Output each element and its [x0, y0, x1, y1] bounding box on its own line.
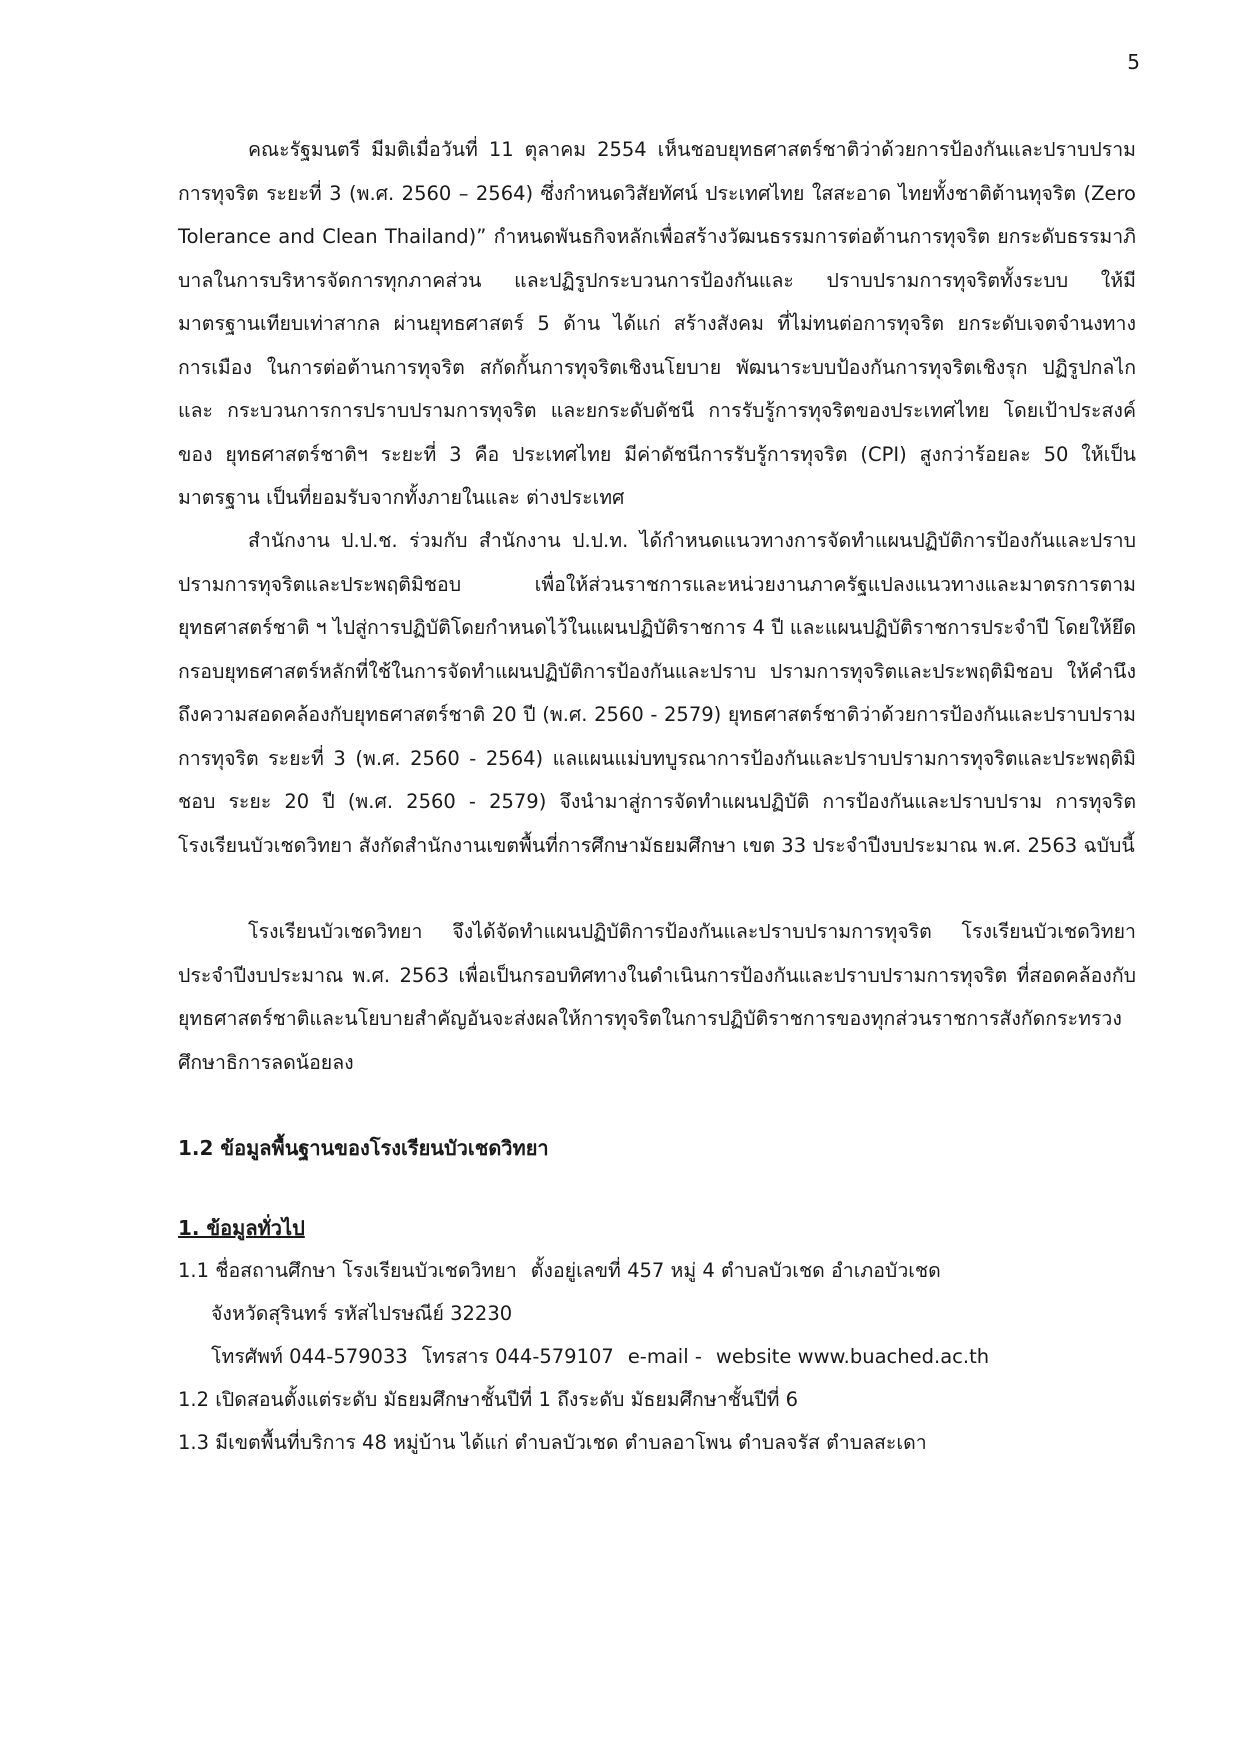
province-line: จังหวัดสุรินทร์ รหัสไปรษณีย์ 32230 [211, 1302, 513, 1325]
service-area-line: 1.3 มีเขตพื้นที่บริการ 48 หมู่บ้าน ได้แก่ ตำบลบัวเชด ตำบลอาโพน ตำบลจรัส ตำบลสะเดา [178, 1431, 927, 1454]
general-info-list [178, 1249, 1138, 1464]
fax-text: โทรสาร 044-579107 [421, 1345, 614, 1368]
school-name-text: 1.1 ชื่อสถานศึกษา โรงเรียนบัวเชดวิทยา [178, 1259, 517, 1282]
contact-line [178, 1335, 1138, 1378]
body-paragraph-2 [178, 519, 1136, 867]
website-text: website www.buached.ac.th [715, 1345, 990, 1368]
section-heading: 1.2 ข้อมูลพื้นฐานของโรงเรียนบัวเชดวิทยา [178, 1136, 549, 1160]
page-number: 5 [1127, 50, 1140, 74]
paragraph-text: โรงเรียนบัวเชดวิทยา จึงได้จัดทำแผนปฏิบัติการป้องกันและปราบปรามการทุจริต โรงเรียนบัวเชดวิทยา ประจำปีงบประมาณ พ.ศ. 2563 เพื่อเป็นกรอบทิศทางในดำเนินการป้องกันและปราบปรามการทุจริต ที่สอดคล้องกับยุทธศาสตร์ชาติและนโยบายสำคัญอันจะส่งผลให้การทุจริตในการปฏิบัติราชการของทุกส่วนราชการสังกัดกระทรวงศึกษาธิการลดน้อยลง [178, 920, 1136, 1074]
body-paragraph-3 [178, 910, 1136, 1084]
paragraph-text: คณะรัฐมนตรี มีมติเมื่อวันที่ 11 ตุลาคม 2554 เห็นชอบยุทธศาสตร์ชาติว่าด้วยการป้องกันและปราบปรามการทุจริต ระยะที่ 3 (พ.ศ. 2560 – 2564) ซึ่งกำหนดวิสัยทัศน์ ประเทศไทย ใสสะอาด ไทยทั้งชาติต้านทุจริต (Zero Tolerance and Clean Thailand)” กำหนดพันธกิจหลักเพื่อสร้างวัฒนธรรมการต่อต้านการทุจริต ยกระดับธรรมาภิบาลในการบริหารจัดการทุกภาคส่วน และปฏิรูปกระบวนการป้องกันและ ปราบปรามการทุจริตทั้งระบบ ให้มี มาตรฐานเทียบเท่าสากล ผ่านยุทธศาสตร์ 5 ด้าน ได้แก่ สร้างสังคม ที่ไม่ทนต่อการทุจริต ยกระดับเจตจำนงทาง การเมือง ในการต่อต้านการทุจริต สกัดกั้นการทุจริตเชิงนโยบาย พัฒนาระบบป้องกันการทุจริตเชิงรุก ปฏิรูปกลไกและ กระบวนการการปราบปรามการทุจริต และยกระดับดัชนี การรับรู้การทุจริตของประเทศไทย โดยเป้าประสงค์ของ ยุทธศาสตร์ชาติฯ ระยะที่ 3 คือ ประเทศไทย มีค่าดัชนีการรับรู้การทุจริต (CPI) สูงกว่าร้อยละ 50 ให้เป็นมาตรฐาน เป็นที่ยอมรับจากทั้งภายในและ ต่างประเทศ [178, 138, 1136, 509]
email-text: e-mail - [627, 1345, 702, 1368]
address-text: ตั้งอยู่เลขที่ 457 หมู่ 4 ตำบลบัวเชด อำเภอบัวเชด [530, 1259, 941, 1282]
body-paragraph-1 [178, 128, 1136, 520]
school-name-line [178, 1249, 1138, 1292]
paragraph-text: สำนักงาน ป.ป.ช. ร่วมกับ สำนักงาน ป.ป.ท. ได้กำหนดแนวทางการจัดทำแผนปฏิบัติการป้องกันและปราบปรามการทุจริตและประพฤติมิชอบ เพื่อให้ส่วนราชการและหน่วยงานภาครัฐแปลงแนวทางและมาตรการตามยุทธศาสตร์ชาติ ฯ ไปสู่การปฏิบัติโดยกำหนดไว้ในแผนปฏิบัติราชการ 4 ปี และแผนปฏิบัติราชการประจำปี โดยให้ยึดกรอบยุทธศาสตร์หลักที่ใช้ในการจัดทำแผนปฏิบัติการป้องกันและปราบ ปรามการทุจริตและประพฤติมิชอบ ให้คำนึงถึงความสอดคล้องกับยุทธศาสตร์ชาติ 20 ปี (พ.ศ. 2560 - 2579) ยุทธศาสตร์ชาติว่าด้วยการป้องกันและปราบปรามการทุจริต ระยะที่ 3 (พ.ศ. 2560 - 2564) แลแผนแม่บทบูรณาการป้องกันและปราบปรามการทุจริตและประพฤติมิชอบ ระยะ 20 ปี (พ.ศ. 2560 - 2579) จึงนำมาสู่การจัดทำแผนปฏิบัติ การป้องกันและปราบปราม การทุจริต โรงเรียนบัวเชดวิทยา สังกัดสำนักงานเขตพื้นที่การศึกษามัธยมศึกษา เขต 33 ประจำปีงบประมาณ พ.ศ. 2563 ฉบับนี้ [178, 529, 1136, 857]
phone-text: โทรศัพท์ 044-579033 [211, 1345, 408, 1368]
levels-line: 1.2 เปิดสอนตั้งแต่ระดับ มัธยมศึกษาชั้นปีที่ 1 ถึงระดับ มัธยมศึกษาชั้นปีที่ 6 [178, 1388, 799, 1411]
general-info-heading: 1. ข้อมูลทั่วไป [178, 1216, 305, 1240]
